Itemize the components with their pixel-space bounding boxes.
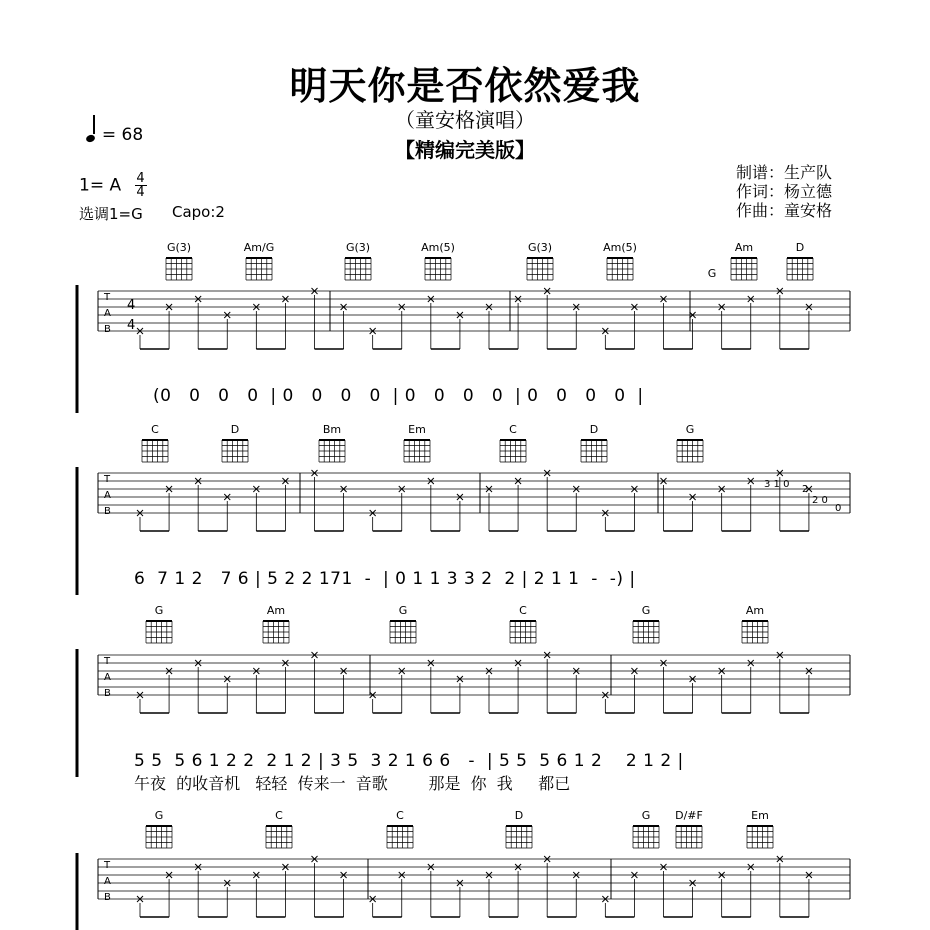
note-x xyxy=(544,288,550,349)
chord-grid xyxy=(345,258,371,280)
note-x xyxy=(748,864,754,917)
jianpu-line-2: 6 7 1 2 7 6 | 5 2 2 171 - | 0 1 1 3 3 2 2 | 2 1 1 - -) | xyxy=(134,569,636,589)
note-x xyxy=(515,864,521,917)
note-x xyxy=(457,676,463,713)
note-x xyxy=(166,486,172,531)
chord-name: C xyxy=(396,809,404,822)
tab-staves xyxy=(77,285,850,930)
note-x xyxy=(224,494,230,531)
note-x xyxy=(195,296,201,349)
tab-clef-system-1 xyxy=(103,292,111,335)
chord-name: G(3) xyxy=(527,241,553,254)
fret-number: 2 0 xyxy=(812,495,828,506)
fret-number: 2 xyxy=(802,484,809,495)
chord-name: G(3) xyxy=(166,241,192,254)
note-x xyxy=(486,304,492,349)
svg-text:T: T xyxy=(104,474,111,485)
note-x xyxy=(544,470,550,531)
svg-text:A: A xyxy=(104,490,111,501)
chord-grid xyxy=(581,440,607,462)
chord-grid xyxy=(787,258,813,280)
svg-text:A: A xyxy=(104,672,111,683)
note-x xyxy=(166,872,172,917)
svg-text:A: A xyxy=(104,876,111,887)
note-x xyxy=(166,668,172,713)
note-x xyxy=(312,288,318,349)
chord-name: G xyxy=(154,809,164,822)
note-x xyxy=(457,494,463,531)
note-x xyxy=(486,486,492,531)
note-x xyxy=(719,304,725,349)
note-x xyxy=(777,856,783,917)
tab-time-sig-top: 4 xyxy=(127,298,136,313)
chord-name: D xyxy=(514,809,524,822)
note-x xyxy=(224,312,230,349)
chord-grid xyxy=(222,440,248,462)
note-x xyxy=(312,470,318,531)
chord-name: Am(5) xyxy=(603,241,637,254)
fret-number: 0 xyxy=(835,503,842,514)
note-x xyxy=(428,660,434,713)
note-x xyxy=(806,304,812,349)
note-x xyxy=(195,660,201,713)
chord-name: Em xyxy=(751,809,769,822)
note-x xyxy=(312,856,318,917)
chord-name: Bm xyxy=(322,423,342,436)
chord-grid xyxy=(387,826,413,848)
note-x xyxy=(428,478,434,531)
note-x xyxy=(282,660,288,713)
jianpu-line-1: (0 0 0 0 | 0 0 0 0 | 0 0 0 0 | 0 0 0 0 | xyxy=(153,386,644,406)
chord-name: G(3) xyxy=(345,241,371,254)
note-x xyxy=(573,486,579,531)
note-x xyxy=(486,872,492,917)
chord-grid xyxy=(633,826,659,848)
chord-grid xyxy=(747,826,773,848)
chord-name: D/#F xyxy=(675,809,703,822)
tab-clef-system-4 xyxy=(103,860,111,903)
chord-grid xyxy=(731,258,757,280)
note-x xyxy=(282,296,288,349)
chord-grid xyxy=(676,826,702,848)
chord-grid xyxy=(506,826,532,848)
time-sig-top: 4 xyxy=(136,171,145,186)
note-x xyxy=(341,304,347,349)
chord-names-system-3 xyxy=(155,604,764,617)
svg-text:T: T xyxy=(104,860,111,871)
note-x xyxy=(224,880,230,917)
chord-grid xyxy=(677,440,703,462)
tab-clef-system-2 xyxy=(103,474,111,517)
tempo-value: = 68 xyxy=(101,125,144,145)
page-title: 明天你是否依然爱我 xyxy=(289,64,641,108)
tab-time-sig-bottom: 4 xyxy=(127,318,136,333)
chord-name: C xyxy=(509,423,517,436)
credit-arranger: 制谱：生产队 xyxy=(736,163,833,182)
note-x xyxy=(631,872,637,917)
note-x xyxy=(195,478,201,531)
note-x xyxy=(690,880,696,917)
note-x xyxy=(544,652,550,713)
note-x xyxy=(631,668,637,713)
note-x xyxy=(253,486,259,531)
chord-grid xyxy=(390,621,416,643)
credit-composer: 作曲：童安格 xyxy=(736,201,833,220)
note-x xyxy=(399,668,405,713)
svg-text:A: A xyxy=(104,308,111,319)
lyrics-line-3: 午夜 的收音机 轻轻 传来一 音歌 那是 你 我 都已 xyxy=(134,774,571,793)
chord-grid xyxy=(742,621,768,643)
chord-name: D xyxy=(795,241,805,254)
note-x xyxy=(777,288,783,349)
note-x xyxy=(661,478,667,531)
chord-grid xyxy=(633,621,659,643)
chord-name: C xyxy=(151,423,159,436)
credit-lyricist: 作词：杨立德 xyxy=(736,182,833,201)
note-x xyxy=(253,304,259,349)
note-x xyxy=(224,676,230,713)
note-x xyxy=(515,296,521,349)
note-x xyxy=(399,872,405,917)
chord-names-system-2 xyxy=(151,423,694,436)
chord-grid xyxy=(266,826,292,848)
note-x xyxy=(748,296,754,349)
note-x xyxy=(544,856,550,917)
svg-text:B: B xyxy=(104,506,111,517)
chord-name: Am xyxy=(734,241,754,254)
time-sig-bottom: 4 xyxy=(136,185,145,200)
chord-grid xyxy=(527,258,553,280)
chord-grid xyxy=(263,621,289,643)
note-x xyxy=(748,660,754,713)
jianpu-line-3: 5 5 5 6 1 2 2 2 1 2 | 3 5 3 2 1 6 6 - | 5 5 5 6 1 2 2 1 2 | xyxy=(134,751,684,771)
edition-label: 【精编完美版】 xyxy=(395,138,535,162)
chord-grid xyxy=(500,440,526,462)
tab-staff xyxy=(77,853,850,930)
note-x xyxy=(661,296,667,349)
chord-grid xyxy=(607,258,633,280)
note-x xyxy=(806,668,812,713)
note-x xyxy=(690,494,696,531)
chord-name: C xyxy=(519,604,527,617)
note-x xyxy=(690,676,696,713)
fret-number: 3 1 0 xyxy=(764,479,790,490)
note-x xyxy=(312,652,318,713)
chord-name: C xyxy=(275,809,283,822)
note-x xyxy=(341,668,347,713)
note-x xyxy=(748,478,754,531)
chord-name: G xyxy=(641,809,651,822)
note-x xyxy=(399,486,405,531)
tab-fret-numbers xyxy=(764,479,841,514)
note-x xyxy=(573,304,579,349)
subtitle: （童安格演唱） xyxy=(395,108,535,132)
note-x xyxy=(253,668,259,713)
chord-name: D xyxy=(230,423,240,436)
note-x xyxy=(195,864,201,917)
note-x xyxy=(631,486,637,531)
note-x xyxy=(341,872,347,917)
note-x xyxy=(573,668,579,713)
note-x xyxy=(719,872,725,917)
note-x xyxy=(282,478,288,531)
chord-name: Am(5) xyxy=(421,241,455,254)
note-x xyxy=(661,864,667,917)
svg-text:T: T xyxy=(104,656,111,667)
chord-grid xyxy=(425,258,451,280)
chord-name: Am/G xyxy=(243,241,275,254)
svg-text:B: B xyxy=(104,324,111,335)
note-x xyxy=(457,880,463,917)
svg-text:B: B xyxy=(104,892,111,903)
note-x xyxy=(486,668,492,713)
note-x xyxy=(631,304,637,349)
chord-grid xyxy=(319,440,345,462)
chord-name: G xyxy=(685,423,695,436)
chord-grid xyxy=(404,440,430,462)
chord-grid xyxy=(142,440,168,462)
chord-name: G xyxy=(398,604,408,617)
note-x xyxy=(515,660,521,713)
chord-name: Am xyxy=(745,604,765,617)
note-x xyxy=(253,872,259,917)
note-x xyxy=(166,304,172,349)
note-x xyxy=(573,872,579,917)
chord-grid xyxy=(146,826,172,848)
chord-grid xyxy=(246,258,272,280)
note-x xyxy=(399,304,405,349)
note-x xyxy=(806,872,812,917)
chord-name: D xyxy=(589,423,599,436)
capo-label: Capo:2 xyxy=(172,203,225,221)
note-x xyxy=(719,486,725,531)
chord-name: Am xyxy=(266,604,286,617)
chord-name-extra: G xyxy=(707,267,717,280)
note-x xyxy=(457,312,463,349)
note-x xyxy=(661,660,667,713)
note-x xyxy=(341,486,347,531)
key-label: 1= A xyxy=(79,175,122,196)
svg-text:B: B xyxy=(104,688,111,699)
note-x xyxy=(428,864,434,917)
note-x xyxy=(515,478,521,531)
chord-name: G xyxy=(641,604,651,617)
svg-text:T: T xyxy=(104,292,111,303)
chord-grid xyxy=(510,621,536,643)
note-x xyxy=(777,652,783,713)
note-x xyxy=(282,864,288,917)
chord-grid xyxy=(146,621,172,643)
note-x xyxy=(719,668,725,713)
tab-clef-system-3 xyxy=(103,656,111,699)
chord-name: Em xyxy=(408,423,426,436)
chord-grid xyxy=(166,258,192,280)
chord-names-system-4 xyxy=(155,809,769,822)
alt-key: 选调1=G xyxy=(79,205,143,223)
note-x xyxy=(428,296,434,349)
chord-name: G xyxy=(154,604,164,617)
